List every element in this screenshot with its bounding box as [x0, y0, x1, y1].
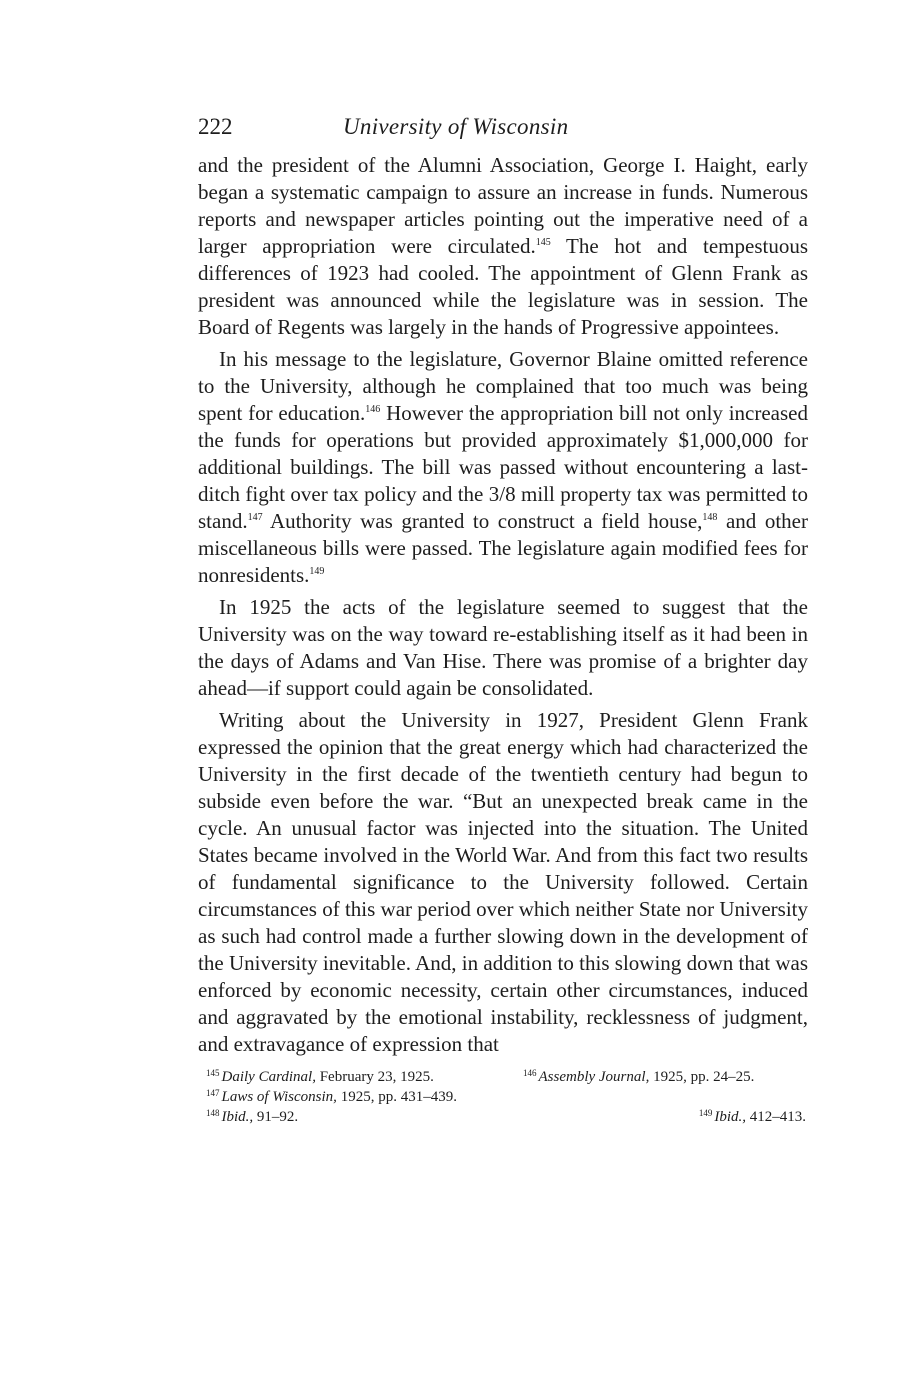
footnote-ref: 147 — [247, 512, 263, 523]
footnote-detail: February 23, 1925. — [315, 1069, 434, 1085]
paragraph-text: and other miscellaneous bills were passed. The legislature again modified fees for nonresidents. — [198, 509, 808, 587]
footnote — [523, 1067, 754, 1087]
paragraph — [198, 152, 808, 341]
footnote-detail: 412–413. — [746, 1109, 806, 1125]
footnote-source: Daily Cardinal, — [221, 1069, 316, 1085]
footnote — [206, 1067, 434, 1087]
body-text — [198, 152, 808, 1058]
footnote-number: 146 — [523, 1068, 537, 1078]
footnote-ref: 148 — [702, 512, 718, 523]
book-page — [198, 114, 808, 1127]
footnote-detail: 91–92. — [253, 1109, 299, 1125]
paragraph-text: The hot and tempestuous differences of 1923 had cooled. The appointment of Glenn Frank as president was announced while the legislature was in session. The Board of Regents was largely in the hands of Progressive appointees. — [198, 234, 808, 339]
page-number: 222 — [198, 114, 233, 139]
footnote-source: Ibid., — [221, 1109, 254, 1125]
footnote-source: Ibid., — [714, 1109, 746, 1125]
footnote-detail: 1925, pp. 431–439. — [336, 1089, 457, 1105]
paragraph — [198, 346, 808, 589]
footnotes — [198, 1067, 808, 1127]
footnote-row — [198, 1067, 808, 1087]
paragraph-text: and the president of the Alumni Association, George I. Haight, early began a systematic campaign to assure an increase in funds. Numerous reports and newspaper articles pointing out the imperative need of a larger appropriation were circulated. — [198, 153, 808, 258]
footnote-number: 147 — [206, 1088, 220, 1098]
footnote-number: 148 — [206, 1108, 220, 1118]
running-head — [198, 114, 808, 152]
paragraph — [198, 707, 808, 1058]
footnote-ref: 145 — [535, 237, 551, 248]
footnote — [206, 1107, 298, 1127]
footnote-number: 145 — [206, 1068, 220, 1078]
paragraph-text: Authority was granted to construct a field house, — [262, 509, 703, 533]
footnote-number: 149 — [698, 1108, 713, 1118]
running-title: University of Wisconsin — [343, 114, 569, 139]
footnote-ref: 146 — [365, 404, 381, 415]
footnote-row — [198, 1107, 808, 1127]
footnote-source: Assembly Journal, — [538, 1069, 650, 1085]
footnote-ref: 149 — [309, 566, 325, 577]
footnote-row — [198, 1087, 808, 1107]
paragraph-text: Writing about the University in 1927, President Glenn Frank expressed the opinion that the great energy which had characterized the University in the first decade of the twentieth century had begun to subside even before the war. “But an unexpected break came in the cycle. An unusual factor was injected into the situation. The United States became involved in the World War. And from this fact two results of fundamental significance to the University followed. Certain circumstances of this war period over which neither State nor University as such had control made a further slowing down in the development of the University inevitable. And, in addition to this slowing down that was enforced by economic necessity, certain other circumstances, induced and aggravated by the emotional instability, recklessness of judgment, and extravagance of expression that — [198, 708, 808, 1056]
footnote-detail: 1925, pp. 24–25. — [649, 1069, 755, 1085]
paragraph — [198, 594, 808, 702]
footnote — [206, 1087, 457, 1107]
footnote-source: Laws of Wisconsin, — [221, 1089, 337, 1105]
paragraph-text: In his message to the legislature, Governor Blaine omitted reference to the University, although he complained that too much was being spent for education. — [198, 347, 808, 425]
paragraph-text: However the appropriation bill not only increased the funds for operations but provided approximately $1,000,000 for additional buildings. The bill was passed without encountering a last-ditch fight over tax policy and the 3/8 mill property tax was permitted to stand. — [198, 401, 808, 533]
paragraph-text: In 1925 the acts of the legislature seemed to suggest that the University was on the way toward re-establishing itself as it had been in the days of Adams and Van Hise. There was promise of a brighter day ahead—if support could again be consolidated. — [198, 595, 808, 700]
footnote — [699, 1107, 806, 1127]
